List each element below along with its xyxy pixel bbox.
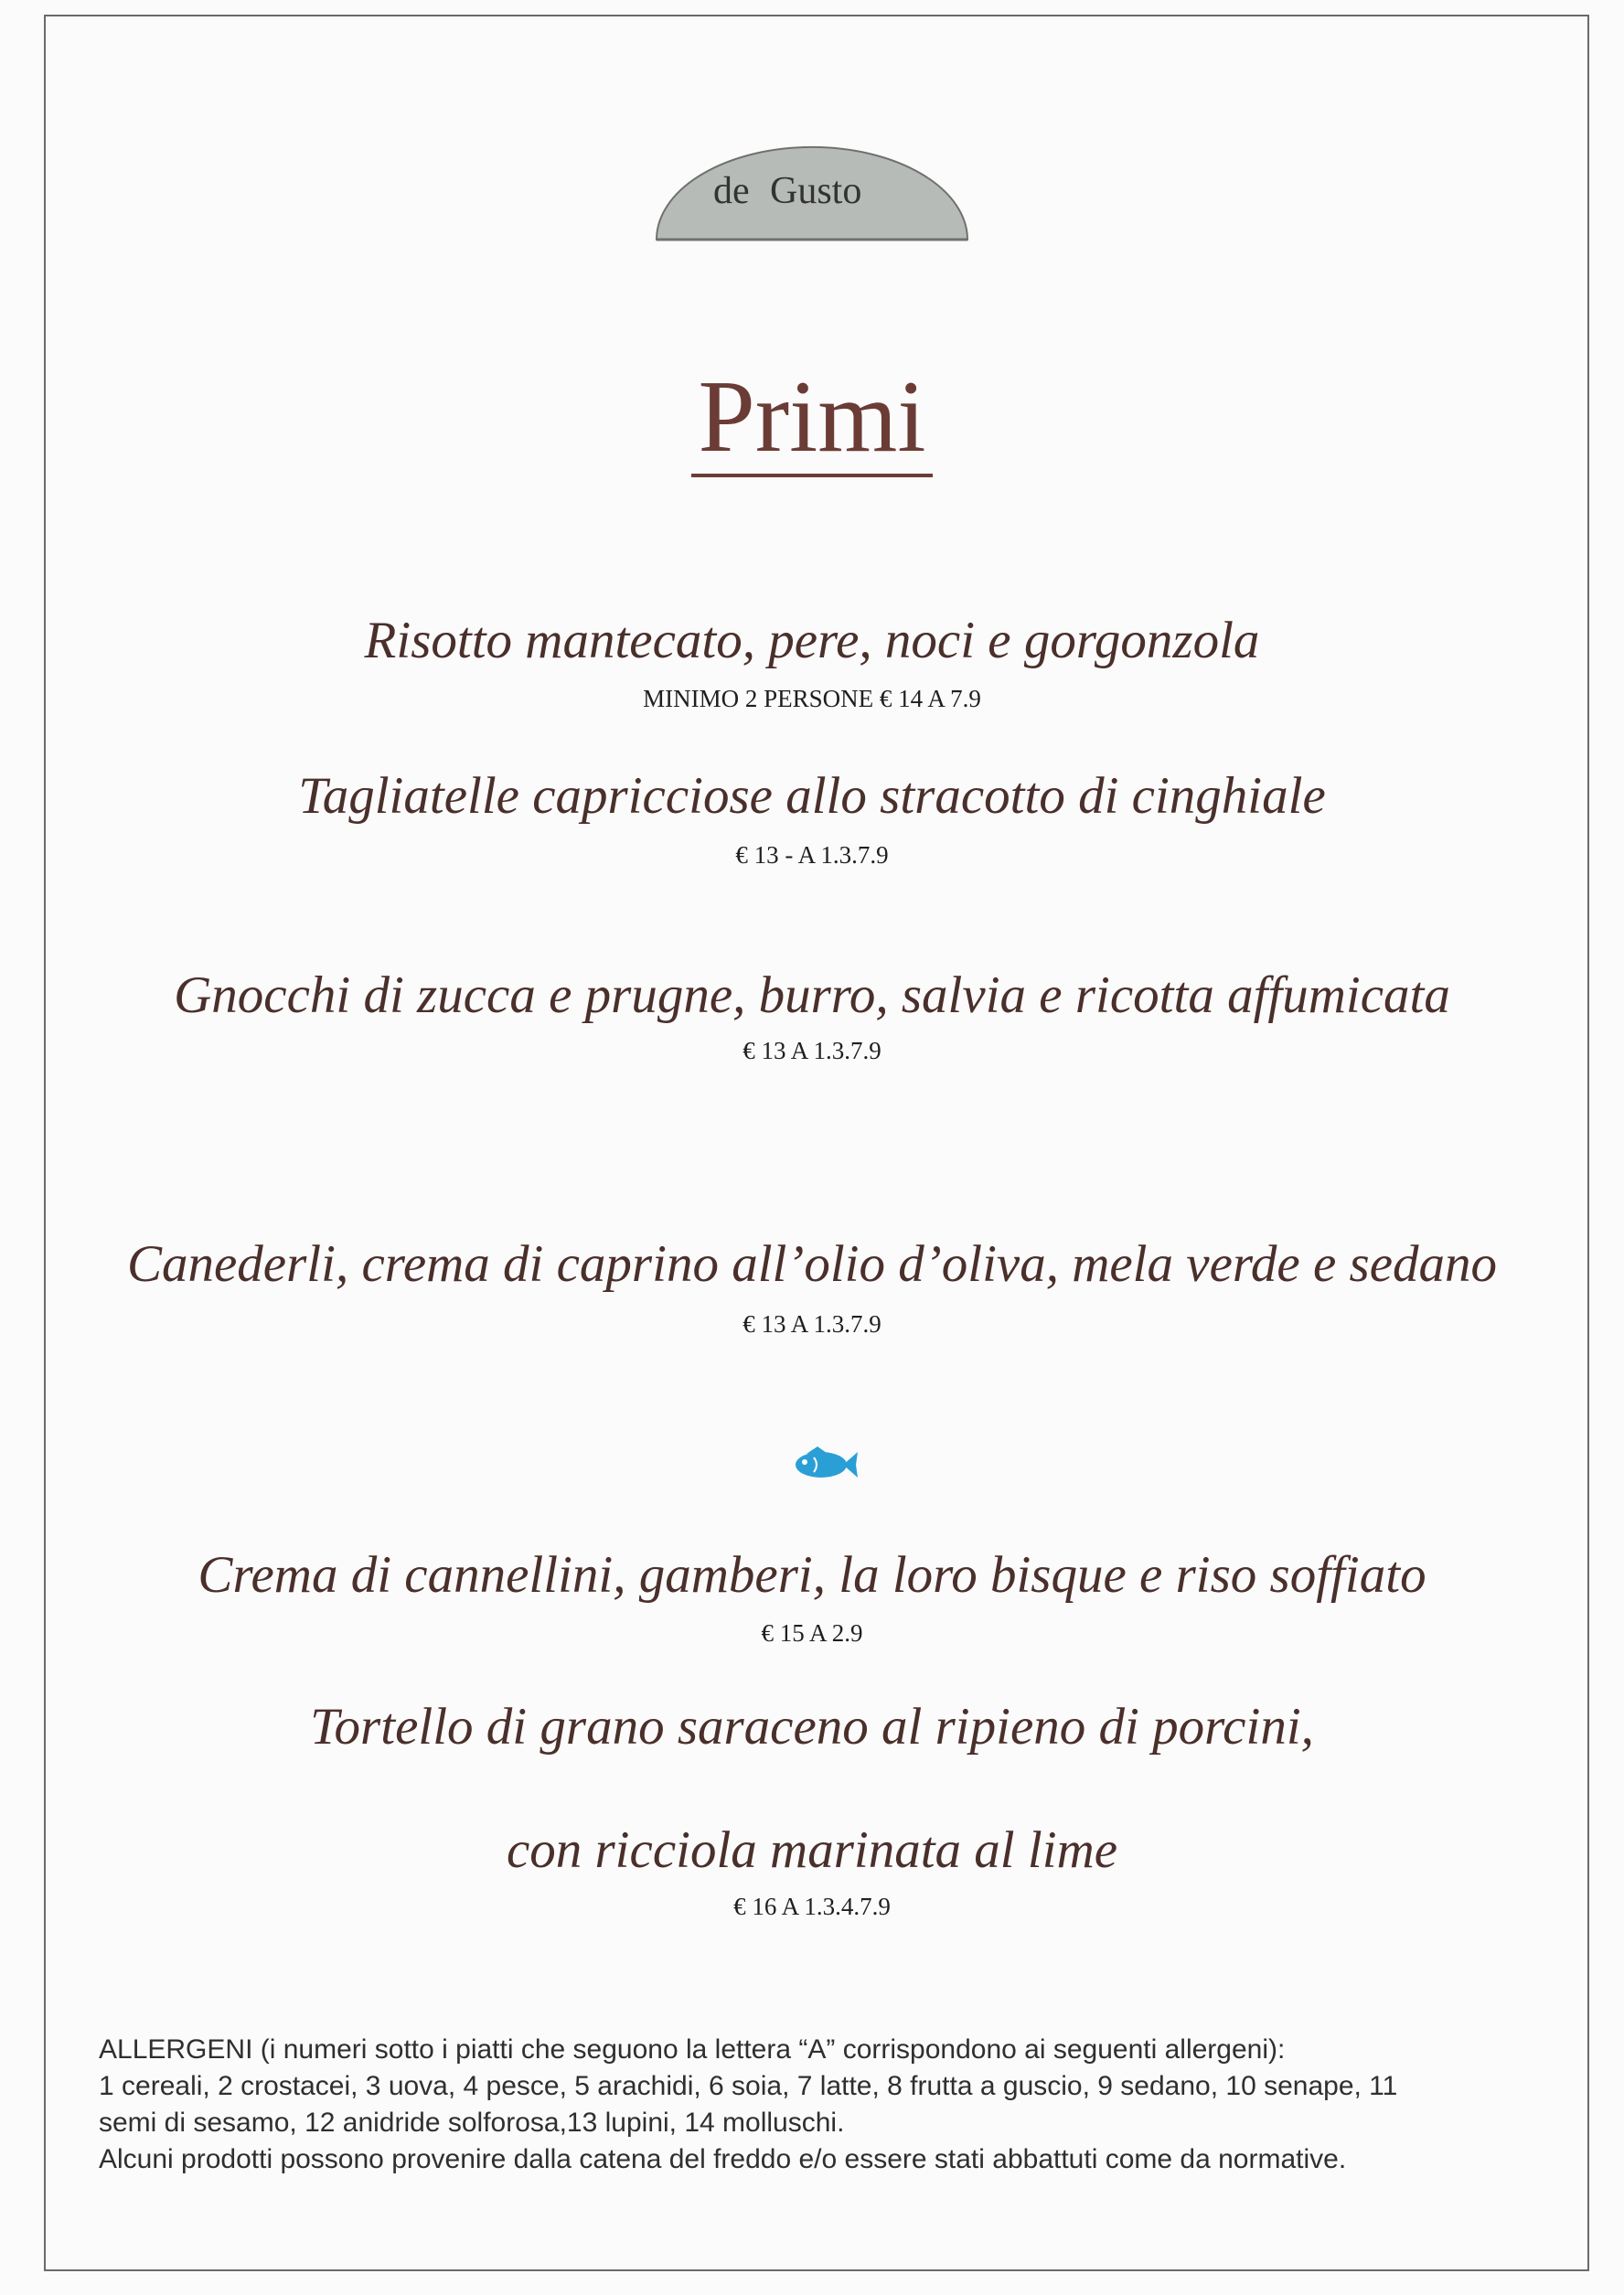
menu-border <box>44 15 1589 2271</box>
dish-price-allergens: € 13 A 1.3.7.9 <box>743 1037 881 1064</box>
logo-text-gusto: Gusto <box>770 170 862 212</box>
allergen-legend-line: semi di sesamo, 12 anidride solforosa,13 lupini, 14 molluschi. <box>99 2108 845 2138</box>
allergen-legend-line: ALLERGENI (i numeri sotto i piatti che seguono la lettera “A” corrispondono ai seguenti allergeni): <box>99 2034 1286 2065</box>
dish-price-allergens: € 13 A 1.3.7.9 <box>743 1310 881 1338</box>
dish-name: Tagliatelle capricciose allo stracotto di cinghiale <box>298 767 1326 825</box>
dish-name-line1: Tortello di grano saraceno al ripieno di porcini, <box>310 1698 1314 1756</box>
page-title: Primi <box>0 366 1624 477</box>
fish-icon <box>786 1445 860 1485</box>
dish-name: Risotto mantecato, pere, noci e gorgonzola <box>364 612 1260 669</box>
logo-text-de: de <box>713 170 750 212</box>
dish-price-allergens: MINIMO 2 PERSONE € 14 A 7.9 <box>643 685 981 712</box>
dish-price-allergens: € 16 A 1.3.4.7.9 <box>733 1893 891 1920</box>
dish-name-line2: con ricciola marinata al lime <box>506 1821 1118 1879</box>
degusto-logo <box>0 0 1624 274</box>
dish-price-allergens: € 15 A 2.9 <box>761 1619 863 1647</box>
dish-price-allergens: € 13 - A 1.3.7.9 <box>735 841 889 869</box>
allergen-legend <box>99 2032 1562 2178</box>
allergen-legend-line: Alcuni prodotti possono provenire dalla catena del freddo e/o essere stati abbattuti come da normative. <box>99 2144 1347 2174</box>
dish-name: Gnocchi di zucca e prugne, burro, salvia e ricotta affumicata <box>174 966 1450 1024</box>
allergen-legend-line: 1 cereali, 2 crostacei, 3 uova, 4 pesce, 5 arachidi, 6 soia, 7 latte, 8 frutta a guscio, 9 sedano, 10 senape, 11 <box>99 2071 1398 2101</box>
dish-name: Crema di cannellini, gamberi, la loro bisque e riso soffiato <box>198 1546 1426 1604</box>
dish-name: Canederli, crema di caprino all’olio d’oliva, mela verde e sedano <box>126 1235 1498 1293</box>
